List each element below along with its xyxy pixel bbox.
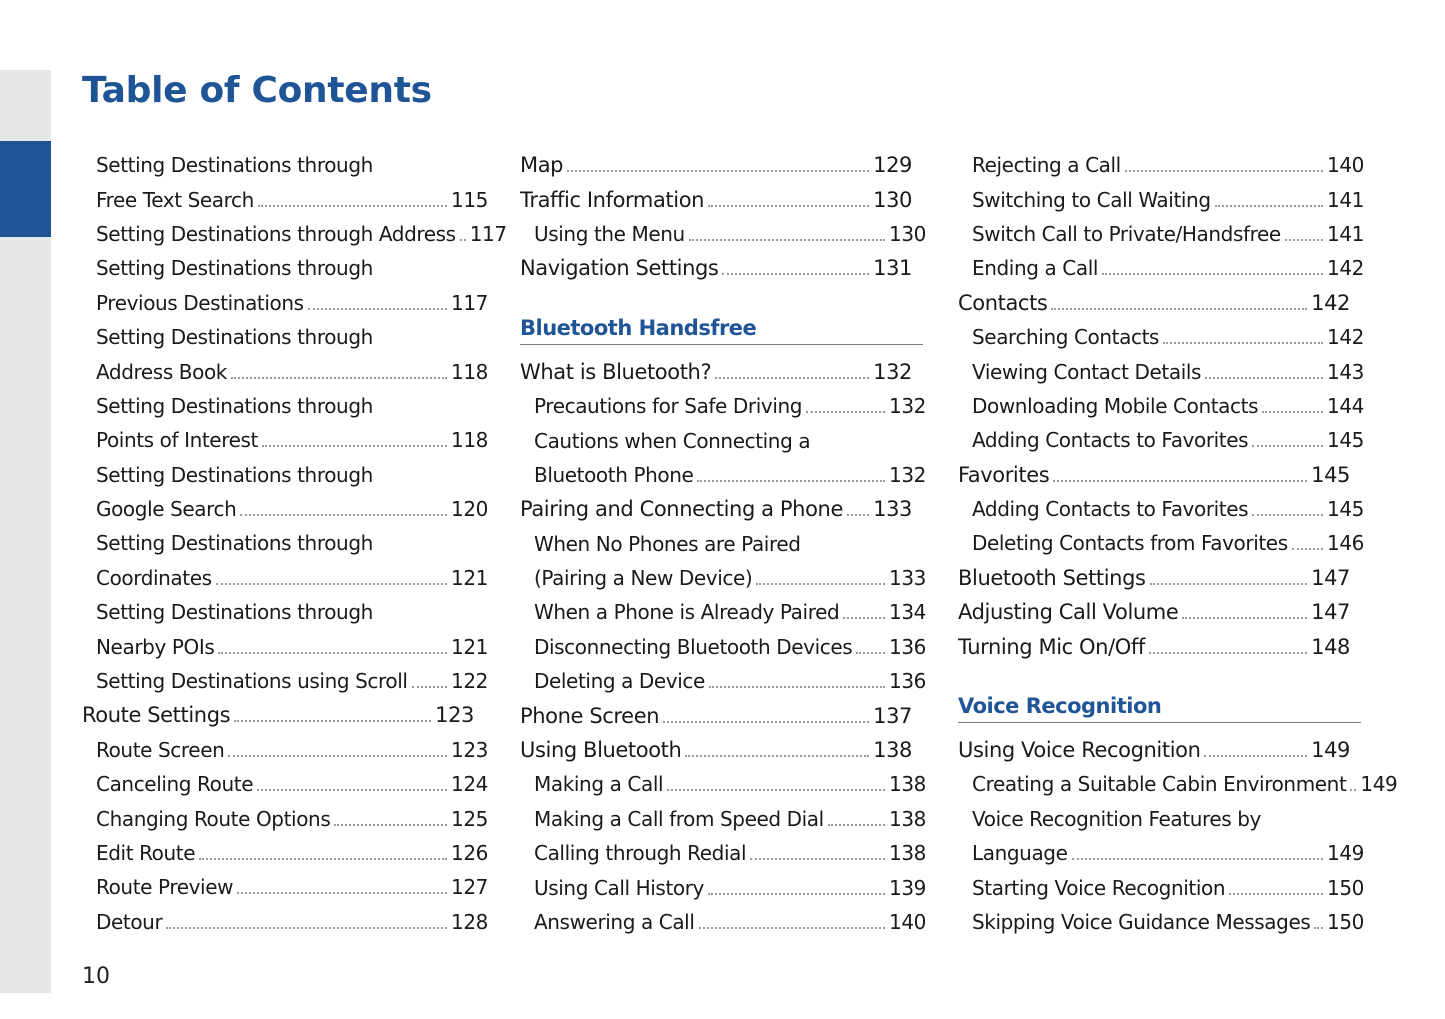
toc-entry[interactable] <box>520 630 926 664</box>
dot-leader <box>1285 239 1323 241</box>
page-number: 10 <box>82 964 110 989</box>
toc-entry[interactable] <box>82 870 488 904</box>
toc-entry[interactable] <box>958 423 1364 457</box>
toc-entry-title: Precautions for Safe Driving <box>534 394 803 419</box>
toc-entry[interactable] <box>520 217 926 251</box>
toc-entry[interactable] <box>82 251 488 285</box>
toc-entry-title: Traffic Information <box>520 187 705 212</box>
dot-leader <box>806 411 885 413</box>
toc-entry-page: 138 <box>873 738 912 763</box>
toc-entry[interactable] <box>520 458 926 492</box>
toc-entry[interactable] <box>520 870 926 904</box>
dot-leader <box>1072 858 1324 860</box>
dot-leader <box>715 377 869 379</box>
toc-entry[interactable] <box>958 629 1350 663</box>
toc-entry-title: Turning Mic On/Off <box>958 634 1145 659</box>
toc-entry-page: 148 <box>1311 634 1350 659</box>
section-heading: Bluetooth Handsfree <box>520 312 923 345</box>
dot-leader <box>1262 411 1323 413</box>
dot-leader <box>856 652 885 654</box>
toc-entry-title: Bluetooth Settings <box>958 565 1146 590</box>
toc-entry-title: Adding Contacts to Favorites <box>972 497 1249 522</box>
toc-entry[interactable] <box>958 389 1364 423</box>
toc-entry-title: Pairing and Connecting a Phone <box>520 497 843 522</box>
dot-leader <box>689 239 885 241</box>
dot-leader <box>166 927 447 929</box>
toc-entry-title: Disconnecting Bluetooth Devices <box>534 634 853 659</box>
toc-entry-page: 123 <box>451 737 488 762</box>
toc-entry-title: Favorites <box>958 462 1050 487</box>
toc-entry-page: 134 <box>889 600 926 625</box>
toc-entry-page: 133 <box>873 497 912 522</box>
toc-entry-title: (Pairing a New Device) <box>534 566 753 591</box>
toc-entry-page: 150 <box>1327 875 1364 900</box>
toc-entry[interactable] <box>82 286 488 320</box>
toc-column-3 <box>958 148 1398 939</box>
toc-entry-title: Answering a Call <box>534 910 695 934</box>
toc-entry[interactable] <box>82 698 474 732</box>
toc-entry[interactable] <box>958 458 1350 492</box>
toc-entry[interactable] <box>958 870 1364 904</box>
dot-leader <box>199 858 447 860</box>
toc-entry-title: Calling through Redial <box>534 841 747 866</box>
toc-entry[interactable] <box>82 905 488 939</box>
toc-entry[interactable] <box>520 733 912 767</box>
toc-entry[interactable] <box>82 423 488 457</box>
toc-entry-title: Rejecting a Call <box>972 153 1121 178</box>
toc-entry[interactable] <box>82 595 488 629</box>
toc-entry-title: Route Settings <box>82 703 231 728</box>
toc-entry-title: Nearby POIs <box>96 634 215 659</box>
toc-entry-page: 147 <box>1311 565 1350 590</box>
toc-entry-title: Adjusting Call Volume <box>958 600 1179 625</box>
dot-leader <box>1215 205 1323 207</box>
toc-entry-title: Map <box>520 153 564 178</box>
toc-entry[interactable] <box>520 148 912 182</box>
dot-leader <box>1053 480 1307 482</box>
toc-entry[interactable] <box>82 526 488 560</box>
dot-leader <box>240 514 447 516</box>
toc-entry[interactable] <box>82 629 488 663</box>
toc-entry-page: 117 <box>469 221 507 246</box>
toc-entry[interactable] <box>82 561 488 595</box>
toc-entry-title: Making a Call <box>534 772 664 797</box>
toc-entry-title: Switch Call to Private/Handsfree <box>972 221 1281 246</box>
toc-entry-title: Contacts <box>958 290 1048 315</box>
toc-entry-title: Voice Recognition Features by <box>972 806 1261 831</box>
dot-leader <box>234 720 431 722</box>
toc-entry-title: Detour <box>96 909 163 934</box>
toc-entry-page: 136 <box>889 634 926 659</box>
toc-entry[interactable] <box>958 733 1350 767</box>
toc-entry-title: Navigation Settings <box>520 256 719 281</box>
dot-leader <box>1150 583 1308 585</box>
toc-entry-page: 129 <box>873 153 912 178</box>
toc-entry-title: Starting Voice Recognition <box>972 875 1226 900</box>
page-title: Table of Contents <box>82 70 432 111</box>
toc-entry-page: 144 <box>1327 393 1364 418</box>
dot-leader <box>1051 308 1307 310</box>
toc-entry-page: 142 <box>1327 256 1364 281</box>
dot-leader <box>1182 617 1307 619</box>
dot-leader <box>1314 927 1323 929</box>
toc-entry-page: 145 <box>1327 497 1364 522</box>
toc-entry[interactable] <box>958 767 1398 801</box>
dot-leader <box>667 789 885 791</box>
section-heading: Voice Recognition <box>958 690 1361 723</box>
dot-leader <box>1205 377 1323 379</box>
toc-entry-page: 140 <box>889 910 926 934</box>
dot-leader <box>1252 514 1323 516</box>
toc-entry-title: Setting Destinations through <box>96 325 373 350</box>
toc-entry[interactable] <box>82 182 488 216</box>
toc-entry[interactable] <box>958 320 1364 354</box>
toc-entry-page: 117 <box>451 290 488 315</box>
toc-entry-page: 118 <box>451 428 488 453</box>
toc-entry-title: Language <box>972 841 1068 866</box>
toc-entry[interactable] <box>958 526 1364 560</box>
toc-entry-page: 132 <box>873 359 912 384</box>
dot-leader <box>237 892 447 894</box>
toc-entry-page: 143 <box>1327 359 1364 384</box>
toc-entry-page: 147 <box>1311 600 1350 625</box>
toc-entry-page: 140 <box>1327 153 1364 178</box>
toc-entry[interactable] <box>958 286 1350 320</box>
toc-column-1 <box>82 148 507 939</box>
dot-leader <box>663 721 869 723</box>
toc-entry[interactable] <box>520 767 926 801</box>
toc-entry-page: 150 <box>1327 910 1364 934</box>
toc-entry-page: 146 <box>1327 531 1364 556</box>
toc-entry-page: 142 <box>1311 290 1350 315</box>
toc-entry-title: Setting Destinations through <box>96 600 373 625</box>
dot-leader <box>218 652 447 654</box>
toc-entry-page: 115 <box>451 187 488 212</box>
toc-entry[interactable] <box>958 492 1364 526</box>
toc-entry-title: Setting Destinations through <box>96 462 373 487</box>
toc-entry-page: 141 <box>1327 187 1364 212</box>
toc-entry-title: Using Voice Recognition <box>958 738 1201 763</box>
toc-entry-page: 123 <box>435 703 474 728</box>
toc-entry[interactable] <box>520 802 926 836</box>
dot-leader <box>756 583 885 585</box>
toc-entry-title: Points of Interest <box>96 428 258 453</box>
toc-entry[interactable] <box>520 355 912 389</box>
toc-entry-title: Using the Menu <box>534 221 685 246</box>
dot-leader <box>1229 893 1323 895</box>
toc-entry-title: Deleting a Device <box>534 669 705 694</box>
toc-entry-title: Canceling Route <box>96 772 254 797</box>
toc-entry[interactable] <box>520 389 926 423</box>
toc-entry-title: Setting Destinations through <box>96 531 373 556</box>
toc-entry[interactable] <box>82 320 488 354</box>
toc-entry-title: What is Bluetooth? <box>520 359 712 384</box>
toc-entry[interactable] <box>958 217 1364 251</box>
dot-leader <box>412 686 447 688</box>
dot-leader <box>567 170 869 172</box>
toc-entry[interactable] <box>82 767 488 801</box>
toc-entry-page: 133 <box>889 566 926 591</box>
toc-entry-page: 149 <box>1327 841 1364 866</box>
dot-leader <box>828 824 885 826</box>
section-spacer <box>958 664 1361 690</box>
dot-leader <box>334 824 447 826</box>
toc-entry-page: 138 <box>889 772 926 797</box>
section-spacer <box>520 286 923 312</box>
toc-entry-title: Route Preview <box>96 875 234 900</box>
toc-entry-title: Cautions when Connecting a <box>534 428 811 453</box>
dot-leader <box>709 686 885 688</box>
toc-entry[interactable] <box>82 354 488 388</box>
toc-entry[interactable] <box>958 182 1364 216</box>
dot-leader <box>1102 273 1323 275</box>
toc-entry-title: Free Text Search <box>96 187 254 212</box>
dot-leader <box>216 583 447 585</box>
chapter-tab <box>0 141 51 237</box>
toc-entry-title: Making a Call from Speed Dial <box>534 806 824 831</box>
dot-leader <box>847 514 869 516</box>
toc-entry-title: Skipping Voice Guidance Messages <box>972 910 1311 934</box>
toc-entry-title: Address Book <box>96 359 227 384</box>
dot-leader <box>262 445 447 447</box>
toc-entry-title: Google Search <box>96 497 237 522</box>
toc-entry-page: 120 <box>451 497 488 522</box>
toc-entry-page: 132 <box>889 394 926 419</box>
toc-entry[interactable] <box>520 561 926 595</box>
toc-entry-page: 132 <box>889 462 926 487</box>
toc-entry-page: 137 <box>873 703 912 728</box>
toc-entry-page: 142 <box>1327 325 1364 350</box>
toc-entry-title: Setting Destinations through <box>96 393 373 418</box>
toc-entry-title: Adding Contacts to Favorites <box>972 428 1249 453</box>
dot-leader <box>257 789 447 791</box>
toc-entry-page: 124 <box>451 772 488 797</box>
toc-entry-page: 145 <box>1311 462 1350 487</box>
toc-entry-title: Creating a Suitable Cabin Environment <box>972 772 1347 797</box>
toc-entry[interactable] <box>520 664 926 698</box>
dot-leader <box>1125 170 1323 172</box>
toc-entry-page: 131 <box>873 256 912 281</box>
toc-entry[interactable] <box>958 905 1364 939</box>
dot-leader <box>228 755 447 757</box>
toc-entry[interactable] <box>520 492 912 526</box>
dot-leader <box>258 205 447 207</box>
toc-entry-title: When No Phones are Paired <box>534 531 801 556</box>
dot-leader <box>750 858 885 860</box>
dot-leader <box>708 893 885 895</box>
toc-entry-title: Setting Destinations through <box>96 256 373 281</box>
toc-entry-page: 130 <box>889 221 926 246</box>
dot-leader <box>1350 789 1356 791</box>
dot-leader <box>699 927 886 929</box>
toc-entry[interactable] <box>520 182 912 216</box>
toc-entry-title: Bluetooth Phone <box>534 462 694 487</box>
toc-entry[interactable] <box>958 836 1364 870</box>
toc-entry[interactable] <box>82 492 488 526</box>
toc-entry-page: 127 <box>451 875 488 900</box>
toc-entry[interactable] <box>82 664 488 698</box>
toc-entry-title: Setting Destinations using Scroll <box>96 669 408 694</box>
toc-entry-page: 126 <box>451 841 488 865</box>
toc-entry-title: Setting Destinations through <box>96 153 373 178</box>
toc-entry-title: Viewing Contact Details <box>972 359 1202 384</box>
toc-entry-title: Using Bluetooth <box>520 738 682 763</box>
toc-entry[interactable] <box>82 217 507 251</box>
dot-leader <box>1163 342 1323 344</box>
toc-entry-page: 121 <box>451 634 488 659</box>
toc-entry[interactable] <box>520 527 926 561</box>
toc-entry-page: 141 <box>1327 221 1364 246</box>
toc-entry-page: 130 <box>873 187 912 212</box>
toc-entry[interactable] <box>520 595 926 629</box>
toc-entry[interactable] <box>958 148 1364 182</box>
toc-entry-page: 128 <box>451 909 488 934</box>
toc-entry[interactable] <box>958 251 1364 285</box>
toc-entry[interactable] <box>82 148 488 182</box>
dot-leader <box>722 273 869 275</box>
toc-entry-title: Phone Screen <box>520 703 660 728</box>
dot-leader <box>308 308 447 310</box>
dot-leader <box>1292 548 1323 550</box>
toc-entry-page: 145 <box>1327 428 1364 453</box>
toc-entry-title: Route Screen <box>96 737 225 762</box>
toc-entry-title: Deleting Contacts from Favorites <box>972 531 1288 556</box>
toc-entry-page: 136 <box>889 669 926 694</box>
toc-entry-title: Switching to Call Waiting <box>972 187 1211 212</box>
toc-entry-page: 138 <box>889 841 926 866</box>
dot-leader <box>708 205 869 207</box>
dot-leader <box>1204 755 1307 757</box>
toc-entry-page: 149 <box>1311 738 1350 763</box>
toc-entry-page: 125 <box>451 806 488 831</box>
toc-entry-page: 138 <box>889 806 926 831</box>
toc-entry[interactable] <box>520 836 926 870</box>
toc-entry[interactable] <box>520 251 912 285</box>
toc-entry-title: Downloading Mobile Contacts <box>972 393 1259 418</box>
toc-entry[interactable] <box>520 698 912 732</box>
dot-leader <box>1149 652 1307 654</box>
dot-leader <box>460 239 466 241</box>
toc-entry[interactable] <box>958 354 1364 388</box>
toc-entry[interactable] <box>520 423 926 457</box>
toc-entry-page: 149 <box>1360 772 1398 797</box>
toc-entry-page: 118 <box>451 359 488 384</box>
dot-leader <box>843 617 885 619</box>
dot-leader <box>697 480 885 482</box>
toc-entry[interactable] <box>82 458 488 492</box>
dot-leader <box>685 755 869 757</box>
toc-entry-title: Ending a Call <box>972 256 1099 281</box>
toc-entry[interactable] <box>82 733 488 767</box>
toc-entry-title: Using Call History <box>534 875 704 900</box>
toc-entry[interactable] <box>958 595 1350 629</box>
dot-leader <box>231 377 447 379</box>
toc-entry-page: 121 <box>451 565 488 590</box>
toc-entry[interactable] <box>958 802 1364 836</box>
toc-entry-title: Searching Contacts <box>972 325 1160 350</box>
toc-entry[interactable] <box>520 905 926 939</box>
toc-entry[interactable] <box>958 561 1350 595</box>
toc-entry[interactable] <box>82 801 488 835</box>
toc-entry-title: Changing Route Options <box>96 806 331 831</box>
toc-entry-title: Edit Route <box>96 841 196 865</box>
toc-entry-page: 122 <box>451 669 488 694</box>
toc-entry-title: Previous Destinations <box>96 290 304 315</box>
toc-entry-page: 139 <box>889 875 926 900</box>
dot-leader <box>1252 445 1323 447</box>
toc-entry[interactable] <box>82 836 488 870</box>
toc-entry-title: When a Phone is Already Paired <box>534 600 840 625</box>
toc-entry[interactable] <box>82 389 488 423</box>
toc-column-2 <box>520 148 926 939</box>
toc-entry-title: Setting Destinations through Address <box>96 221 456 246</box>
toc-entry-title: Coordinates <box>96 565 212 590</box>
